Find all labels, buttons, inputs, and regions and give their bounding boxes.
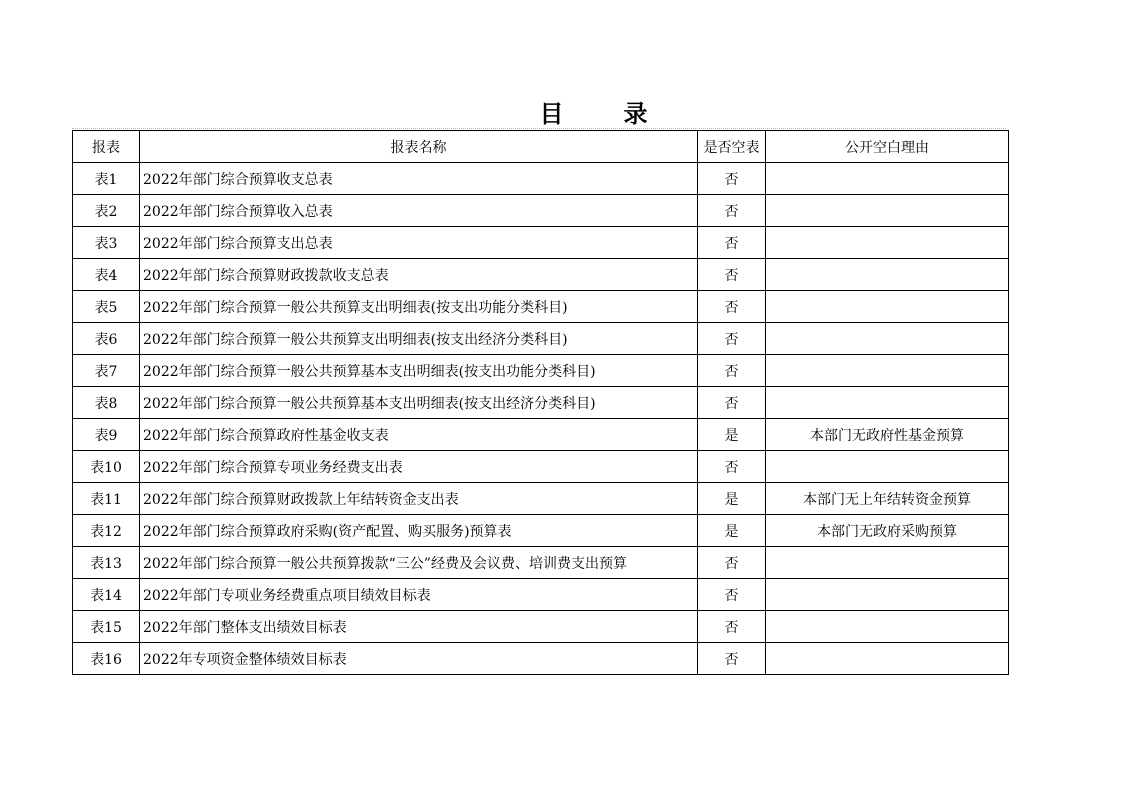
table-row [73,451,1009,483]
report-code-cell: 表6 [73,323,140,355]
blank-reason-cell [766,323,1009,355]
report-code-cell: 表11 [73,483,140,515]
report-code-cell: 表12 [73,515,140,547]
blank-reason-cell [766,387,1009,419]
table-row [73,323,1009,355]
table-row [73,579,1009,611]
report-name-cell: 2022年专项资金整体绩效目标表 [140,643,698,675]
is-empty-cell: 否 [698,643,766,675]
blank-reason-cell: 本部门无政府采购预算 [766,515,1009,547]
report-code-cell: 表15 [73,611,140,643]
table-row [73,643,1009,675]
report-name-cell: 2022年部门综合预算一般公共预算支出明细表(按支出经济分类科目) [140,323,698,355]
report-name-cell: 2022年部门综合预算一般公共预算基本支出明细表(按支出功能分类科目) [140,355,698,387]
report-code-cell: 表14 [73,579,140,611]
table-row [73,195,1009,227]
report-name-cell: 2022年部门综合预算收入总表 [140,195,698,227]
report-name-cell: 2022年部门综合预算一般公共预算基本支出明细表(按支出经济分类科目) [140,387,698,419]
is-empty-cell: 是 [698,419,766,451]
is-empty-cell: 否 [698,227,766,259]
report-name-cell: 2022年部门综合预算专项业务经费支出表 [140,451,698,483]
header-is-empty: 是否空表 [698,131,766,163]
table-row [73,163,1009,195]
header-report-name: 报表名称 [140,131,698,163]
blank-reason-cell: 本部门无政府性基金预算 [766,419,1009,451]
report-name-cell: 2022年部门综合预算政府性基金收支表 [140,419,698,451]
report-name-cell: 2022年部门整体支出绩效目标表 [140,611,698,643]
blank-reason-cell [766,451,1009,483]
blank-reason-cell [766,195,1009,227]
is-empty-cell: 否 [698,579,766,611]
report-code-cell: 表4 [73,259,140,291]
report-index-table [72,130,1009,675]
table-row [73,515,1009,547]
blank-reason-cell [766,259,1009,291]
table-row [73,259,1009,291]
table-row [73,355,1009,387]
report-name-cell: 2022年部门综合预算支出总表 [140,227,698,259]
blank-reason-cell [766,227,1009,259]
page-title: 目 录 [539,99,666,128]
table-row [73,387,1009,419]
is-empty-cell: 否 [698,387,766,419]
is-empty-cell: 是 [698,515,766,547]
blank-reason-cell: 本部门无上年结转资金预算 [766,483,1009,515]
report-code-cell: 表13 [73,547,140,579]
is-empty-cell: 否 [698,611,766,643]
report-code-cell: 表3 [73,227,140,259]
report-code-cell: 表7 [73,355,140,387]
report-code-cell: 表2 [73,195,140,227]
report-code-cell: 表1 [73,163,140,195]
report-code-cell: 表9 [73,419,140,451]
table-row [73,419,1009,451]
report-name-cell: 2022年部门综合预算收支总表 [140,163,698,195]
dotted-divider [72,128,1006,129]
is-empty-cell: 否 [698,195,766,227]
is-empty-cell: 是 [698,483,766,515]
table-row [73,227,1009,259]
report-name-cell: 2022年部门综合预算一般公共预算支出明细表(按支出功能分类科目) [140,291,698,323]
table-row [73,547,1009,579]
report-name-cell: 2022年部门综合预算一般公共预算拨款“三公”经费及会议费、培训费支出预算 [140,547,698,579]
is-empty-cell: 否 [698,323,766,355]
blank-reason-cell [766,291,1009,323]
blank-reason-cell [766,163,1009,195]
is-empty-cell: 否 [698,355,766,387]
blank-reason-cell [766,611,1009,643]
is-empty-cell: 否 [698,291,766,323]
blank-reason-cell [766,355,1009,387]
is-empty-cell: 否 [698,163,766,195]
report-name-cell: 2022年部门专项业务经费重点项目绩效目标表 [140,579,698,611]
report-code-cell: 表5 [73,291,140,323]
report-code-cell: 表10 [73,451,140,483]
table-row [73,611,1009,643]
blank-reason-cell [766,579,1009,611]
report-name-cell: 2022年部门综合预算财政拨款收支总表 [140,259,698,291]
table-row [73,291,1009,323]
report-name-cell: 2022年部门综合预算财政拨款上年结转资金支出表 [140,483,698,515]
report-code-cell: 表16 [73,643,140,675]
blank-reason-cell [766,547,1009,579]
is-empty-cell: 否 [698,547,766,579]
report-name-cell: 2022年部门综合预算政府采购(资产配置、购买服务)预算表 [140,515,698,547]
report-code-cell: 表8 [73,387,140,419]
header-blank-reason: 公开空白理由 [766,131,1009,163]
is-empty-cell: 否 [698,451,766,483]
table-header-row [73,131,1009,163]
is-empty-cell: 否 [698,259,766,291]
header-report-code: 报表 [73,131,140,163]
blank-reason-cell [766,643,1009,675]
table-row [73,483,1009,515]
